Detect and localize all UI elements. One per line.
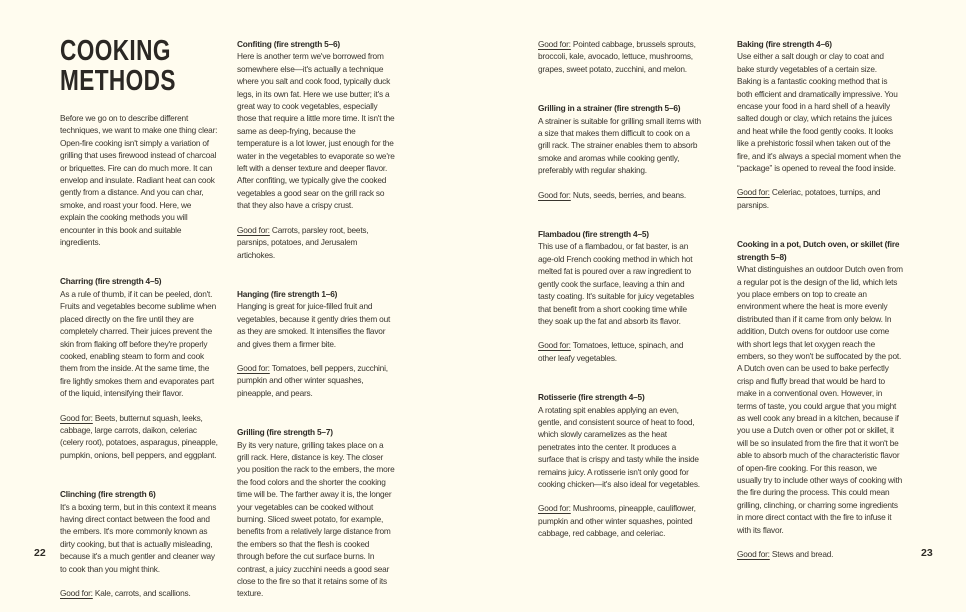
- section-flambadou: [538, 228, 701, 364]
- section-heading: Rotisserie (fire strength 4–5): [538, 392, 645, 403]
- section-charring: [60, 275, 218, 461]
- section-body: Here is another term we've borrowed from somewhere else—it's actually a technique where you salt and cook food, typically duck legs, in its own fat. Here we use butter; it's a great way to cook vegetables, especially those that require a little more time. It isn't the same as deep-frying, because the temperature is a lot lower, just enough for the water in the vegetables to evaporate so we're left with a denser texture and deeper flavor. After confiting, we typically give the cooked vegetables a good sear on the grill rack so that they also have a crispy crust.: [237, 51, 395, 211]
- section-body: A strainer is suitable for grilling small items with a size that makes them difficult to cook on a grill rack. The strainer enables them to absorb smoke and aromas while cooking gently, preferably with regular shaking.: [538, 115, 701, 176]
- section-hanging: [237, 288, 397, 399]
- good-for-line: [737, 186, 903, 211]
- section-body: By its very nature, grilling takes place on a grill rack. Here, distance is key. The closer you position the rack to the embers, the more the food colors and the shorter the cooking time will be. The farther away it is, the longer your vegetables can be cooked without burning. Sliced sweet potato, for example, benefits from a relatively large distance from the embers so that the flesh is cooked through before the cut surface burns. In contrast, a juicy zucchini needs a good sear close to the fire so that it retains some of its texture.: [237, 439, 395, 599]
- good-for-label: Good for:: [60, 588, 93, 598]
- good-for-line: [737, 548, 903, 560]
- section-grilling-in-a-strainer: [538, 102, 701, 201]
- good-for-line: [538, 339, 701, 364]
- section-grilling: [237, 426, 397, 600]
- section-body: It's a boxing term, but in this context it means having direct contact between the food and the embers. It's more commonly known as dirty cooking, but that is actually misleading, because it's a much gentler and cleaner way to cook than you might think.: [60, 501, 217, 574]
- good-for-label: Good for:: [538, 503, 571, 514]
- section-heading: Hanging (fire strength 1–6): [237, 288, 338, 299]
- good-for-items: Beets, butternut squash, leeks, cabbage, large carrots, daikon, celeriac (celery root), potatoes, asparagus, pineapple, pumpkin, onions, bell peppers, and eggplant.: [60, 412, 218, 460]
- page-title-line-1: COOKING: [60, 35, 171, 67]
- good-for-items: Tomatoes, bell peppers, zucchini, pumpkin and other winter squashes, pineapple, and pears.: [237, 362, 388, 398]
- section-body: A rotating spit enables applying an even, gentle, and consistent source of heat to food, which slowly caramelizes as the heat penetrates into the center. It produces a surface that is crispy and tasty while the inside remains juicy. A rotisserie isn't only good for cooking chicken—it's also ideal for vegetables.: [538, 404, 700, 489]
- section-body: Use either a salt dough or clay to coat and bake sturdy vegetables of a certain size. Baking is a fantastic cooking method that is both efficient and dramatically impressive. You encase your food in a hard shell of a heavily salted dough or clay, which retains the juices and heat while the food gently cooks. It looks like a prehistoric fossil when taken out of the fire, and it's always a special moment when the “package” is opened to reveal the food inside.: [737, 51, 901, 174]
- left-page-column-1: [60, 36, 218, 599]
- section-heading: Baking (fire strength 4–6): [737, 39, 832, 49]
- good-for-items: Nuts, seeds, berries, and beans.: [572, 189, 686, 200]
- section-heading: Clinching (fire strength 6): [60, 489, 156, 500]
- good-for-label: Good for:: [737, 549, 770, 560]
- good-for-line: [538, 502, 701, 539]
- good-for-items: Tomatoes, lettuce, spinach, and other leafy vegetables.: [538, 340, 684, 363]
- page-title: [60, 36, 218, 96]
- good-for-items: Mushrooms, pineapple, cauliflower, pumpkin and other winter squashes, pointed cabbage, red cabbage, and celeriac.: [538, 503, 696, 539]
- section-rotisserie: [538, 391, 701, 539]
- section-body: This use of a flambadou, or fat baster, is an age-old French cooking method in which hot melted fat is poured over a raw ingredient to gently cook the surface, leaving a thin and tasty coating. It's suitable for juicy vegetables that benefit from a short cooking time while they soak up the fat and absorb its flavor.: [538, 241, 694, 326]
- section-heading: Confiting (fire strength 5–6): [237, 39, 340, 49]
- good-for-items: Kale, carrots, and scallions.: [94, 588, 191, 598]
- good-for-line: [237, 362, 397, 399]
- good-for-label: Good for:: [237, 362, 270, 373]
- left-page-column-2: [237, 38, 397, 612]
- good-for-line: [60, 412, 218, 462]
- section-heading: Cooking in a pot, Dutch oven, or skillet (fire strength 5–8): [737, 239, 900, 262]
- section-baking: [737, 38, 903, 211]
- right-page-column-1: [538, 38, 701, 540]
- page-title-line-2: METHODS: [60, 65, 176, 97]
- good-for-label: Good for:: [538, 39, 571, 49]
- good-for-line: [237, 224, 397, 261]
- good-for-label: Good for:: [237, 224, 270, 235]
- good-for-line-grilling-continued: [538, 38, 701, 75]
- section-heading: Grilling (fire strength 5–7): [237, 427, 333, 438]
- page-number-right: 23: [921, 547, 933, 559]
- section-dutch-oven: [737, 238, 903, 560]
- good-for-items: Pointed cabbage, brussels sprouts, broccoli, kale, avocado, lettuce, mushrooms, grapes, sweet potato, zucchini, and melon.: [538, 39, 696, 74]
- good-for-items: Carrots, parsley root, beets, parsnips, potatoes, and Jerusalem artichokes.: [237, 224, 369, 260]
- good-for-items: Celeriac, potatoes, turnips, and parsnips.: [737, 187, 881, 210]
- good-for-label: Good for:: [737, 187, 770, 198]
- section-heading: Flambadou (fire strength 4–5): [538, 229, 649, 240]
- page-number-left: 22: [34, 547, 46, 559]
- good-for-items: Stews and bread.: [771, 549, 834, 560]
- section-clinching: [60, 488, 218, 599]
- good-for-label: Good for:: [538, 189, 571, 200]
- right-page-column-2: [737, 38, 903, 560]
- good-for-line: [538, 189, 701, 201]
- section-body: Hanging is great for juice-filled fruit and vegetables, because it gently dries them out as they are smoked. It intensifies the flavor and gives them a firmer bite.: [237, 301, 391, 349]
- section-body: What distinguishes an outdoor Dutch oven from a regular pot is the design of the lid, which lets you place embers on top to create an environment where the heat is more evenly distributed than if it came from only below. In addition, Dutch ovens for outdoor use come with short legs that let oxygen reach the embers, so they won't be suffocated by the pot. A Dutch oven can be used to bake perfectly crisp and fluffy bread that would be hard to make in a conventional oven. However, in terms of taste, you could argue that you might as well cook any bread in a kitchen, because if you use a Dutch oven or other pot or skillet, it will be so insulated from the fire that it won't be able to absorb much of the characteristic flavor of open-fire cooking. For this reason, we usually try to include other ways of cooking with the fire during the process. This could mean grilling, clinching, or charring some ingredients in more direct contact with the fire to infuse it with its flavor.: [737, 264, 903, 535]
- section-heading: Charring (fire strength 4–5): [60, 276, 162, 287]
- good-for-label: Good for:: [60, 412, 93, 423]
- section-confiting: [237, 38, 397, 261]
- good-for-label: Good for:: [538, 340, 571, 351]
- section-body: As a rule of thumb, if it can be peeled, don't. Fruits and vegetables become sublime when placed directly on the fire until they are completely charred. Their juices prevent the skin from flaking off before they're properly cooked, enabling steam to form and cook them from the inside. At the same time, the fire lightly smokes them and evaporates part of the liquid, intensifying their flavor.: [60, 288, 216, 399]
- intro-paragraph: Before we go on to describe different techniques, we want to make one thing clear: Open-fire cooking isn't simply a variation of grilling that uses firewood instead of charcoal or briquettes. Fire can do much more. It can envelop and insulate. Radiant heat can cook gently from a distance. And you can char, smoke, and roast your food. Here, we explain the cooking methods you will encounter in this book and suitable ingredients.: [60, 113, 218, 248]
- section-heading: Grilling in a strainer (fire strength 5–6): [538, 103, 681, 114]
